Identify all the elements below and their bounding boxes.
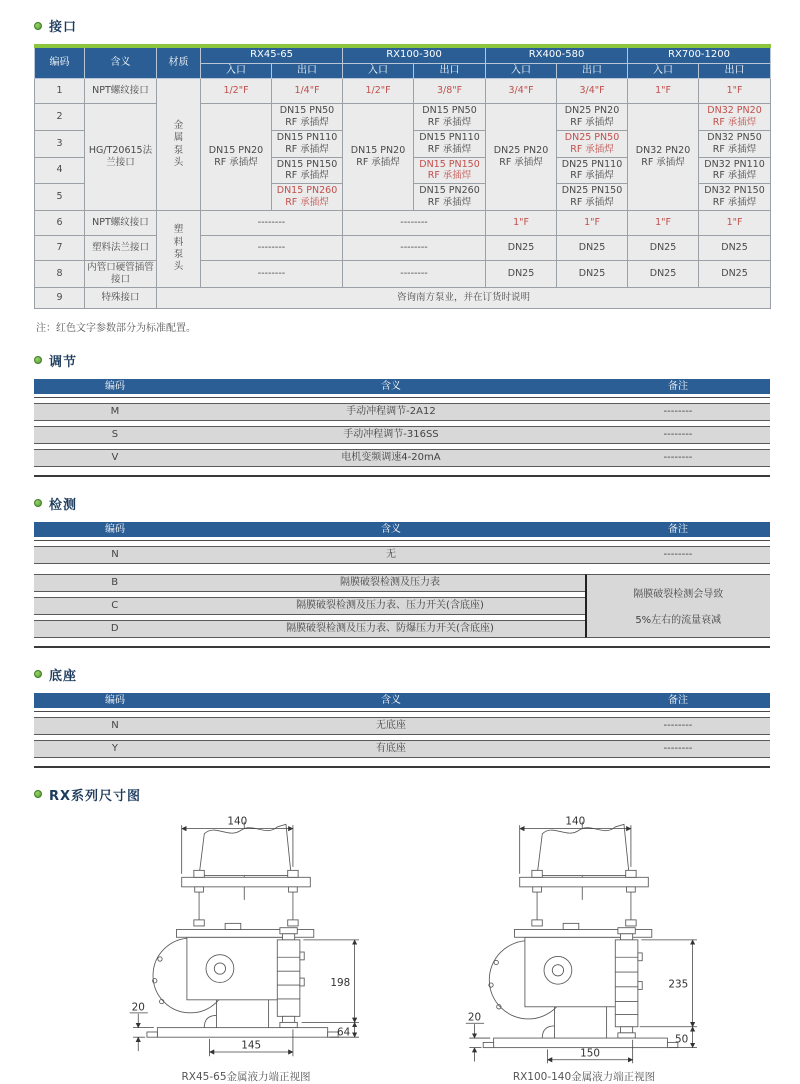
section-title-text: 检测 [49,497,78,513]
table-cell: DN25 [557,236,628,261]
table-cell: 8 [35,261,85,288]
dim-label-bottom: 145 [241,1039,262,1052]
table-cell: -------- [663,719,693,731]
table-cell: 4 [35,157,85,184]
table-cell: N [111,548,119,560]
table-cell: 1 [35,79,85,104]
table-cell: 1/4"F [272,79,343,104]
table-cell: 2 [35,104,85,131]
dimension-drawing-right [444,813,724,1065]
col-header-note: 备注 [667,523,688,535]
detection-group [34,569,770,643]
drawing-rx45-65 [106,813,386,1084]
table-header-row [34,522,770,537]
col-header-meaning: 含义 [85,46,157,79]
dim-label-right: 235 [668,978,689,991]
divider [34,397,770,398]
table-cell: 手动冲程调节-316SS [343,428,439,440]
adjustment-table [34,379,770,477]
dim-label-lower-right: 64 [337,1026,351,1039]
table-row [34,717,770,735]
drawing-caption: RX100-140金属液力端正视图 [512,1070,656,1083]
table-cell: 隔膜破裂检测及压力表、压力开关(含底座) [296,599,484,611]
table-cell: -------- [343,236,486,261]
table-row [34,403,770,421]
section-header-detection [34,494,770,513]
table-cell: 5 [35,184,85,211]
table-cell: 6 [35,211,85,236]
section-bullet-icon [34,22,42,30]
col-header-series: RX400-580 [486,46,628,63]
section-bullet-icon [34,790,42,798]
table-cell: 3/4"F [486,79,557,104]
table-cell: 1/2"F [201,79,272,104]
col-header-series: RX45-65 [201,46,343,63]
dim-label-left: 20 [467,1011,482,1024]
table-row [34,449,770,467]
drawing-rx100-140 [444,813,724,1084]
table-cell: 手动冲程调节-2A12 [346,405,436,417]
table-cell: DN25 [486,236,557,261]
section-adjustment [34,351,770,477]
table-cell: 电机变频调速4-20mA [341,451,441,463]
table-row [34,620,585,638]
col-header-outlet: 出口 [272,63,343,79]
col-header-inlet: 入口 [628,63,699,79]
table-cell: DN32 PN20 RF 承插焊 [628,104,699,211]
table-cell: -------- [343,211,486,236]
col-header-code: 编码 [104,523,125,535]
divider [34,540,770,541]
dim-label-right: 198 [330,976,351,989]
col-header-outlet: 出口 [414,63,486,79]
section-bullet-icon [34,356,42,364]
col-header-code: 编码 [104,694,125,706]
table-cell: DN25 [486,261,557,288]
table-cell: DN15 PN110 RF 承插焊 [272,130,343,157]
table-cell: -------- [201,211,343,236]
table-cell: NPT螺纹接口 [85,211,157,236]
table-cell: 1"F [628,211,699,236]
table-cell: 塑料法兰接口 [85,236,157,261]
section-detection [34,494,770,648]
material-cell: 金属泵头 [157,79,201,211]
table-cell: DN25 [628,261,699,288]
col-header-outlet: 出口 [557,63,628,79]
table-cell: DN25 [628,236,699,261]
divider [34,711,770,712]
section-title-text: 底座 [49,668,78,684]
material-cell: 塑料泵头 [157,211,201,288]
table-cell: 9 [35,287,85,308]
table-cell: -------- [343,261,486,288]
note-line: 隔膜破裂检测会导致 [633,589,724,601]
table-header-row [34,379,770,394]
section-base [34,665,770,768]
table-cell: 咨询南方泵业，并在订货时说明 [157,287,771,308]
table-row [35,211,771,236]
table-cell: DN15 PN150 RF 承插焊 [272,157,343,184]
table-cell: DN32 PN50 RF 承插焊 [699,130,771,157]
table-cell: DN25 PN110 RF 承插焊 [557,157,628,184]
table-cell: DN25 PN50 RF 承插焊 [557,130,628,157]
dim-label-top: 140 [227,815,248,828]
col-header-note: 备注 [667,380,688,392]
section-header-interface [34,16,770,35]
table-cell: 1"F [699,211,771,236]
table-cell: DN25 PN150 RF 承插焊 [557,184,628,211]
section-bullet-icon [34,499,42,507]
table-cell: 1"F [486,211,557,236]
table-cell: -------- [663,548,693,560]
section-bullet-icon [34,670,42,678]
standard-config-note: 注：红色文字参数部分为标准配置。 [36,322,196,334]
table-cell: 1"F [699,79,771,104]
table-cell: 隔膜破裂检测及压力表 [339,576,440,588]
table-row [34,597,585,615]
table-cell: DN15 PN50 RF 承插焊 [272,104,343,131]
table-cell: DN15 PN20 RF 承插焊 [201,104,272,211]
table-cell: C [111,599,119,611]
section-header-base [34,665,770,684]
col-header-material: 材质 [157,46,201,79]
dim-label-top: 140 [565,815,586,828]
col-header-series: RX700-1200 [628,46,771,63]
col-header-inlet: 入口 [486,63,557,79]
table-cell: -------- [663,405,693,417]
col-header-inlet: 入口 [201,63,272,79]
table-cell: 隔膜破裂检测及压力表、防爆压力开关(含底座) [286,622,494,634]
table-cell: 1"F [628,79,699,104]
table-row [34,740,770,758]
table-cell: 3/8"F [414,79,486,104]
table-cell: 1"F [557,211,628,236]
table-cell: N [111,719,119,731]
detection-table [34,522,770,648]
section-header-adjustment [34,351,770,370]
table-cell: DN15 PN110 RF 承插焊 [414,130,486,157]
table-cell: DN15 PN260 RF 承插焊 [414,184,486,211]
dim-label-left: 20 [131,1001,145,1014]
table-cell: D [110,622,119,634]
table-cell: 内管口硬管插管接口 [85,261,157,288]
table-header-row [34,693,770,708]
table-cell: S [111,428,119,440]
table-row [35,236,771,261]
table-cell: DN32 PN150 RF 承插焊 [699,184,771,211]
drawing-caption: RX45-65金属液力端正视图 [181,1070,311,1083]
section-header-dimensions [34,785,770,804]
table-cell: -------- [663,428,693,440]
drawings-row [34,813,770,1084]
table-cell: NPT螺纹接口 [85,79,157,104]
table-cell: -------- [663,451,693,463]
section-title-text: 调节 [49,354,78,370]
col-header-code: 编码 [104,380,125,392]
table-cell: DN32 PN20 RF 承插焊 [699,104,771,131]
table-cell: DN25 [699,236,771,261]
table-cell: DN15 PN50 RF 承插焊 [414,104,486,131]
interface-table [34,44,771,309]
merged-note-cell [585,574,771,638]
table-cell: Y [111,742,118,754]
col-header-series: RX100-300 [343,46,486,63]
section-dimensions [34,785,770,1084]
table-cell: 3/4"F [557,79,628,104]
table-cell: DN15 PN20 RF 承插焊 [343,104,414,211]
dim-label-lower-right: 50 [675,1033,689,1046]
table-cell: DN32 PN110 RF 承插焊 [699,157,771,184]
table-cell: DN25 PN20 RF 承插焊 [557,104,628,131]
table-cell: DN25 [699,261,771,288]
table-cell: 无底座 [375,719,406,731]
table-row [35,261,771,288]
col-header-note: 备注 [667,694,688,706]
note-line: 5%左右的流量衰减 [635,615,722,627]
table-cell: 1/2"F [343,79,414,104]
table-cell: DN25 [557,261,628,288]
table-row [35,287,771,308]
base-table [34,693,770,768]
table-row [34,546,770,564]
table-cell: 无 [385,548,396,560]
table-cell: 有底座 [375,742,406,754]
table-row [34,574,585,592]
table-cell: DN15 PN260 RF 承插焊 [272,184,343,211]
table-cell: B [111,576,119,588]
table-row [35,104,771,131]
col-header-code: 编码 [35,46,85,79]
table-cell: -------- [201,236,343,261]
col-header-meaning: 含义 [380,523,401,535]
section-title-text: RX系列尺寸图 [49,788,142,804]
table-cell: 3 [35,130,85,157]
table-cell: M [110,405,120,417]
col-header-outlet: 出口 [699,63,771,79]
table-cell: HG/T20615法兰接口 [85,104,157,211]
table-cell: 特殊接口 [85,287,157,308]
section-title-text: 接口 [49,20,78,35]
col-header-inlet: 入口 [343,63,414,79]
dimension-drawing-left [106,813,386,1065]
col-header-meaning: 含义 [380,380,401,392]
table-cell: DN25 PN20 RF 承插焊 [486,104,557,211]
dim-label-bottom: 150 [580,1047,601,1060]
table-cell: 7 [35,236,85,261]
table-cell: -------- [663,742,693,754]
table-cell: DN15 PN150 RF 承插焊 [414,157,486,184]
table-row [34,426,770,444]
table-cell: V [111,451,119,463]
table-cell: -------- [201,261,343,288]
table-row [35,79,771,104]
col-header-meaning: 含义 [380,694,401,706]
